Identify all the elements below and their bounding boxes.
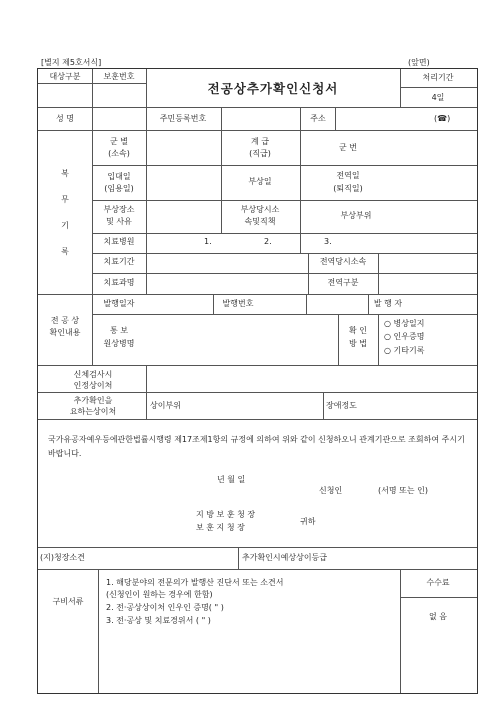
branch-label: 군 별	[110, 137, 128, 146]
original-disease-label: 원상병명	[103, 339, 135, 348]
confirmation-method-label: 확 인	[349, 326, 367, 335]
document-item-note: (신청인이 원하는 경우에 한함)	[106, 590, 213, 599]
discharge-type-label: 전역구분	[327, 278, 359, 287]
expected-grade-label: 추가확인시예상상이등급	[242, 553, 328, 562]
hospital-label: 치료병원	[103, 237, 135, 246]
physical-exam-label: 신체검사시	[73, 370, 113, 379]
injury-part-label: 부상부위	[340, 211, 372, 220]
service-record-char: 기	[61, 221, 69, 230]
method-option-other: ○ 기타기록	[384, 346, 425, 355]
service-record-char: 록	[61, 247, 69, 256]
confirmation-method-sublabel: 방 법	[349, 339, 367, 348]
fee-value: 없 음	[429, 612, 447, 621]
phone-label: (☎)	[434, 114, 451, 123]
addressee-label: 귀하	[300, 517, 316, 526]
fee-label: 수수료	[426, 578, 450, 587]
enlistment-date-sublabel: (임용일)	[104, 184, 134, 193]
document-item: 3. 전·공상 및 치료경위서 ( " )	[106, 616, 211, 625]
category-label: 대상구분	[49, 72, 81, 81]
document-item: 1. 해당분야의 전문의가 발행산 진단서 또는 소견서	[106, 578, 284, 587]
issue-number-label: 발행번호	[222, 299, 254, 308]
service-number-label: 군 번	[339, 143, 357, 152]
discharge-date-label: 전역일	[336, 171, 360, 180]
registration-number-label: 보훈번호	[103, 72, 135, 81]
method-option-witness: ○ 인우증명	[384, 332, 425, 341]
form-title: 전공상추가확인신청서	[207, 81, 339, 96]
service-record-char: 무	[61, 195, 69, 204]
form-number: [별지 제5호서식]	[41, 58, 102, 67]
signature-label: (서명 또는 인)	[378, 486, 428, 495]
service-record-char: 복	[61, 169, 69, 178]
discharge-unit-label: 전역당시소속	[319, 257, 367, 266]
requested-injury-label: 추가확인을	[73, 396, 113, 405]
application-form	[37, 68, 478, 694]
resident-number-label: 주민등록번호	[159, 114, 207, 123]
enlistment-date-label: 입대일	[107, 172, 131, 181]
injury-place-sublabel: 및 사유	[106, 217, 132, 226]
date-line: 년 월 일	[217, 475, 246, 484]
issue-date-label: 발행일자	[103, 299, 135, 308]
rank-label: 계 급	[251, 137, 269, 146]
disability-degree-label: 장애정도	[326, 401, 357, 410]
processing-period-label: 처리기간	[422, 73, 454, 82]
confirmation-section-sublabel: 확인내용	[49, 328, 81, 337]
discharge-date-sublabel: (퇴직일)	[333, 184, 363, 193]
hospital-entry-1: 1.	[204, 237, 212, 246]
address-label: 주소	[310, 114, 326, 123]
page-side: (앞면)	[408, 58, 430, 67]
name-label: 성 명	[56, 114, 74, 123]
injury-part-field-label: 상이부위	[150, 401, 181, 410]
application-statement: 국가유공자예우등에관한법률시행령 제17조제1항의 규정에 의하여 위와 같이 신청하오니 관계기관으로 조회하여 주시기 바랍니다.	[48, 435, 465, 458]
rank-sublabel: (직급)	[249, 149, 271, 158]
applicant-label: 신청인	[319, 486, 343, 495]
confirmation-section-label: 전 공 상	[50, 316, 80, 325]
processing-period-value: 4일	[431, 93, 445, 102]
treatment-department-label: 치료과명	[103, 278, 135, 287]
hospital-entry-2: 2.	[264, 237, 272, 246]
requested-injury-sublabel: 요하는상이처	[69, 407, 117, 416]
branch-office-label: 보 훈 지 청 장	[196, 523, 245, 532]
treatment-period-label: 치료기간	[103, 257, 135, 266]
director-opinion-label: (지)청장소견	[40, 553, 85, 562]
issuer-label: 발 행 자	[373, 299, 403, 308]
required-documents-label: 구비서류	[52, 597, 84, 606]
hospital-entry-3: 3.	[324, 237, 332, 246]
method-option-sickbed-log: ○ 병상일지	[384, 319, 425, 328]
unit-position-sublabel: 속및직책	[244, 217, 276, 226]
notice-label: 통 보	[110, 326, 128, 335]
physical-exam-sublabel: 인정상이처	[73, 381, 113, 390]
document-item: 2. 전·공상상이처 인우인 증명( " )	[106, 603, 224, 612]
injury-date-label: 부상일	[248, 177, 272, 186]
branch-sublabel: (소속)	[108, 149, 130, 158]
injury-place-label: 부상장소	[103, 205, 135, 214]
regional-office-label: 지 방 보 훈 청 장	[196, 510, 256, 519]
unit-position-label: 부상당시소	[240, 205, 280, 214]
